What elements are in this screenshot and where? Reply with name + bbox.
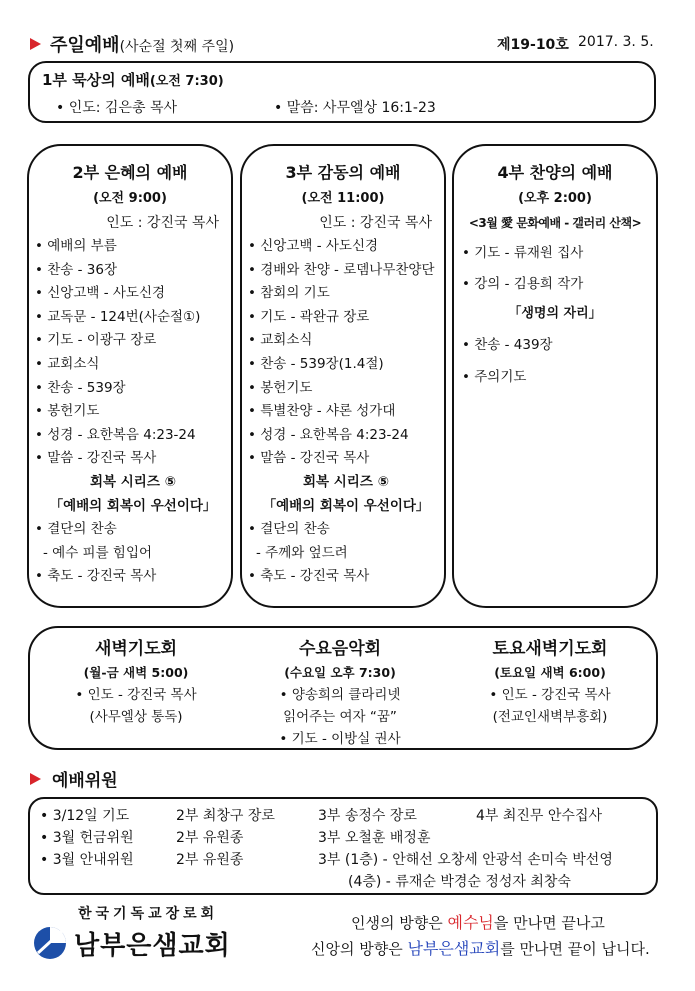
staff-row1-p2: 2부 최창구 장로 xyxy=(176,808,275,824)
wednesday-line3: • 기도 - 이방실 권사 xyxy=(279,731,401,747)
service3-item: • 교회소식 xyxy=(248,332,313,349)
slogan1-highlight: 예수님 xyxy=(447,913,494,932)
service4-lecture: • 강의 - 김용희 작가 xyxy=(462,276,584,292)
service3-item: • 경배와 찬양 - 로뎀나무찬양단 xyxy=(248,261,435,278)
service2-item: • 교회소식 xyxy=(35,355,100,372)
header-marker-icon xyxy=(30,38,41,50)
slogan1-pre: 인생의 방향은 xyxy=(351,914,448,932)
staff-row1-p3: 3부 송정수 장로 xyxy=(318,808,417,824)
header-title-group xyxy=(50,31,234,57)
church-logo-icon xyxy=(32,925,68,961)
saturday-leader: • 인도 - 강진국 목사 xyxy=(489,687,611,703)
wednesday-line2: 읽어주는 여자 “꿈” xyxy=(283,709,397,725)
service2-item: • 결단의 찬송 xyxy=(35,521,117,538)
service2-item: • 찬송 - 36장 xyxy=(35,261,118,278)
wednesday-title: 수요음악회 xyxy=(298,639,382,659)
service3-item: • 축도 - 강진국 목사 xyxy=(248,568,370,585)
service4-leader: • 기도 - 류재원 집사 xyxy=(462,245,584,261)
saturday-time: (토요일 새벽 6:00) xyxy=(494,665,606,680)
slogan2-highlight: 남부은샘교회 xyxy=(407,939,501,958)
service2-item: • 봉헌기도 xyxy=(35,403,100,420)
service3-box xyxy=(240,144,446,608)
service3-item: • 신앙고백 - 사도신경 xyxy=(248,238,379,254)
service1-time: (오전 7:30) xyxy=(149,74,224,89)
issue-date: 2017. 3. 5. xyxy=(578,34,654,50)
weekday-services-box xyxy=(28,626,658,750)
wednesday-line1: • 양송희의 클라리넷 xyxy=(279,687,401,703)
wednesday-concert xyxy=(242,634,438,747)
page-subtitle: (사순절 첫째 주일) xyxy=(119,39,235,55)
service3-order-list xyxy=(242,235,444,589)
page-title: 주일예배 xyxy=(50,35,120,56)
slogan1-post: 을 만나면 끝나고 xyxy=(493,914,605,932)
service3-item: • 말씀 - 강진국 목사 xyxy=(248,450,370,467)
service2-leader: 인도 : 강진국 목사 xyxy=(106,215,219,231)
service2-item: 회복 시리즈 ⑤ xyxy=(89,473,177,490)
slogan2-post: 를 만나면 끝이 납니다. xyxy=(500,940,650,958)
service3-item: 「예배의 회복이 우선이다」 xyxy=(262,497,430,514)
staff-row3-p2: 2부 유원종 xyxy=(176,852,244,868)
slogan-line1 xyxy=(351,910,605,933)
service2-title: 2부 은혜의 예배 xyxy=(72,163,188,182)
service3-item: 회복 시리즈 ⑤ xyxy=(302,473,390,490)
staff-row1-label: • 3/12일 기도 xyxy=(40,808,130,824)
service2-item: • 말씀 - 강진국 목사 xyxy=(35,450,157,467)
service2-order-list xyxy=(29,235,231,589)
service3-time: (오전 11:00) xyxy=(301,191,385,206)
service4-event: <3월 愛 문화예배 - 갤러리 산책> xyxy=(468,216,642,230)
service1-box xyxy=(28,61,656,123)
service2-item: • 교독문 - 124번(사순절①) xyxy=(35,308,201,325)
service2-time: (오전 9:00) xyxy=(93,191,167,206)
staff-row2-p3: 3부 오철훈 배정훈 xyxy=(318,830,431,846)
saturday-dawn-prayer xyxy=(450,634,650,725)
service4-hymn: • 찬송 - 439장 xyxy=(462,337,553,353)
service4-box xyxy=(452,144,658,608)
staff-row2-label: • 3월 헌금위원 xyxy=(40,830,134,846)
staff-row2-p2: 2부 유원종 xyxy=(176,830,244,846)
service2-item: • 축도 - 강진국 목사 xyxy=(35,568,157,585)
service4-prayer: • 주의기도 xyxy=(462,369,527,385)
service2-item: • 성경 - 요한복음 4:23-24 xyxy=(35,426,196,443)
dawn-time: (월-금 새벽 5:00) xyxy=(83,665,189,680)
wednesday-time: (수요일 오후 7:30) xyxy=(284,665,396,680)
slogan2-pre: 신앙의 방향은 xyxy=(311,940,408,958)
service2-item: • 찬송 - 539장 xyxy=(35,379,126,396)
service3-item: • 기도 - 곽완규 장로 xyxy=(248,308,370,325)
service2-item: • 기도 - 이광구 장로 xyxy=(35,332,157,349)
service1-leader: • 인도: 김은총 목사 xyxy=(56,100,177,116)
service2-item: • 신앙고백 - 사도신경 xyxy=(35,285,166,302)
service3-leader: 인도 : 강진국 목사 xyxy=(319,215,432,231)
service3-item: • 결단의 찬송 xyxy=(248,521,330,538)
service1-heading xyxy=(42,69,224,90)
staff-row3-p3: 3부 (1층) - 안해선 오창세 안광석 손미숙 박선영 xyxy=(318,852,613,868)
staff-row1-p4: 4부 최진무 안수집사 xyxy=(476,808,602,824)
staff-marker-icon xyxy=(30,773,41,785)
service3-item: • 성경 - 요한복음 4:23-24 xyxy=(248,426,409,443)
service3-item: • 찬송 - 539장(1.4절) xyxy=(248,355,384,372)
service4-topic: 「생명의 자리」 xyxy=(508,306,602,321)
staff-row4-p3: (4층) - 류재순 박경순 정성자 최창숙 xyxy=(348,874,571,890)
service2-item: 「예배의 회복이 우선이다」 xyxy=(49,497,217,514)
service3-item: • 봉헌기도 xyxy=(248,379,313,396)
staff-row3-label: • 3월 안내위원 xyxy=(40,852,134,868)
slogan-line2 xyxy=(311,936,650,959)
dawn-title: 새벽기도회 xyxy=(94,639,178,659)
denomination-name: 한국기독교장로회 xyxy=(78,906,219,922)
service4-time: (오후 2:00) xyxy=(518,191,592,206)
service3-item: • 참회의 기도 xyxy=(248,285,330,302)
church-name: 남부은샘교회 xyxy=(74,931,231,961)
service3-title: 3부 감동의 예배 xyxy=(285,163,401,182)
saturday-note: (전교인새벽부흥회) xyxy=(492,709,608,725)
dawn-leader: • 인도 - 강진국 목사 xyxy=(75,687,197,703)
service2-item: • 예배의 부름 xyxy=(35,238,117,254)
service1-sermon: • 말씀: 사무엘상 16:1-23 xyxy=(274,100,436,116)
service4-title: 4부 찬양의 예배 xyxy=(497,163,613,182)
service2-item: - 예수 피를 힘입어 xyxy=(43,544,153,561)
dawn-note: (사무엘상 통독) xyxy=(89,709,183,725)
dawn-prayer xyxy=(38,634,234,725)
saturday-title: 토요새벽기도회 xyxy=(492,639,608,659)
service1-title: 1부 묵상의 예배 xyxy=(42,71,150,89)
service3-item: • 특별찬양 - 샤론 성가대 xyxy=(248,403,396,420)
staff-title: 예배위원 xyxy=(52,771,118,791)
service3-item: - 주께와 엎드려 xyxy=(256,544,348,561)
service2-box xyxy=(27,144,233,608)
issue-number: 제19-10호 xyxy=(497,37,569,53)
staff-box xyxy=(28,797,658,895)
